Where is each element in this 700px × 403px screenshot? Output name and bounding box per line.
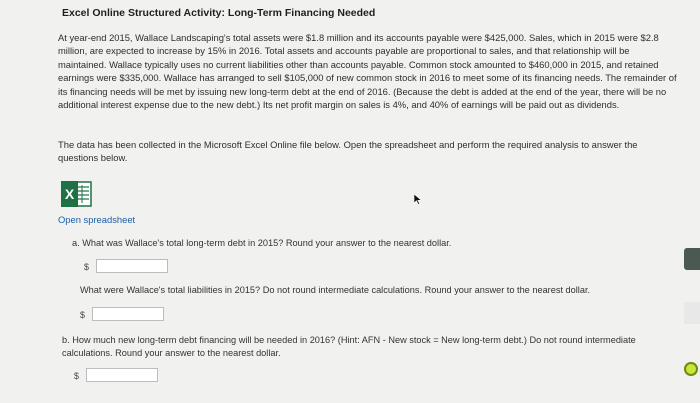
open-spreadsheet-link[interactable]: Open spreadsheet	[58, 214, 136, 225]
answer-input-a[interactable]	[96, 259, 168, 273]
side-panel-tab[interactable]	[684, 248, 700, 270]
question-a-liabilities: What were Wallace's total liabilities in 2015? Do not round intermediate calculations. Round your answer to the nearest dollar.	[80, 285, 591, 295]
page-title: Excel Online Structured Activity: Long-Term Financing Needed	[62, 7, 376, 19]
currency-symbol: $	[84, 262, 89, 272]
problem-paragraph: At year-end 2015, Wallace Landscaping's total assets were $1.8 million and its accounts payable were $425,000. Sales, which in 2015 were $2.8 million, are expected to increase by 15% in 2016. Total assets and accounts payable are proportional to sales, and that relationship will be maintained. Wallace typically uses no current liabilities other than accounts payable. Common stock amounted to $460,000 in 2015, and retained earnings were $335,000. Wallace has arranged to sell $105,000 of new common stock in 2016 to meet some of its financing needs. The remainder of its financing needs will be met by issuing new long-term debt at the end of 2016. (Because the debt is added at the end of the year, there will be no additional interest expense due to the new debt.) Its net profit margin on sales is 4%, and 40% of earnings will be paid out as dividends.	[58, 32, 677, 111]
question-a: a. What was Wallace's total long-term debt in 2015? Round your answer to the nearest dollar.	[72, 238, 452, 248]
currency-symbol: $	[80, 310, 85, 320]
currency-symbol: $	[74, 371, 79, 381]
excel-icon-letter: X	[64, 186, 75, 202]
side-panel-tab-secondary[interactable]	[684, 302, 700, 324]
instructions-paragraph: The data has been collected in the Microsoft Excel Online file below. Open the spreadsheet and perform the required analysis to answer the questions below.	[58, 139, 638, 164]
excel-icon[interactable]	[60, 180, 92, 208]
mouse-cursor-icon	[414, 194, 422, 205]
answer-input-a-liabilities[interactable]	[92, 307, 164, 321]
question-b: b. How much new long-term debt financing will be needed in 2016? (Hint: AFN - New stock = New long-term debt.) Do not round intermediate calculations. Round your answer to the nearest dollar.	[62, 335, 636, 358]
status-indicator-icon[interactable]	[684, 362, 698, 376]
answer-input-b[interactable]	[86, 368, 158, 382]
